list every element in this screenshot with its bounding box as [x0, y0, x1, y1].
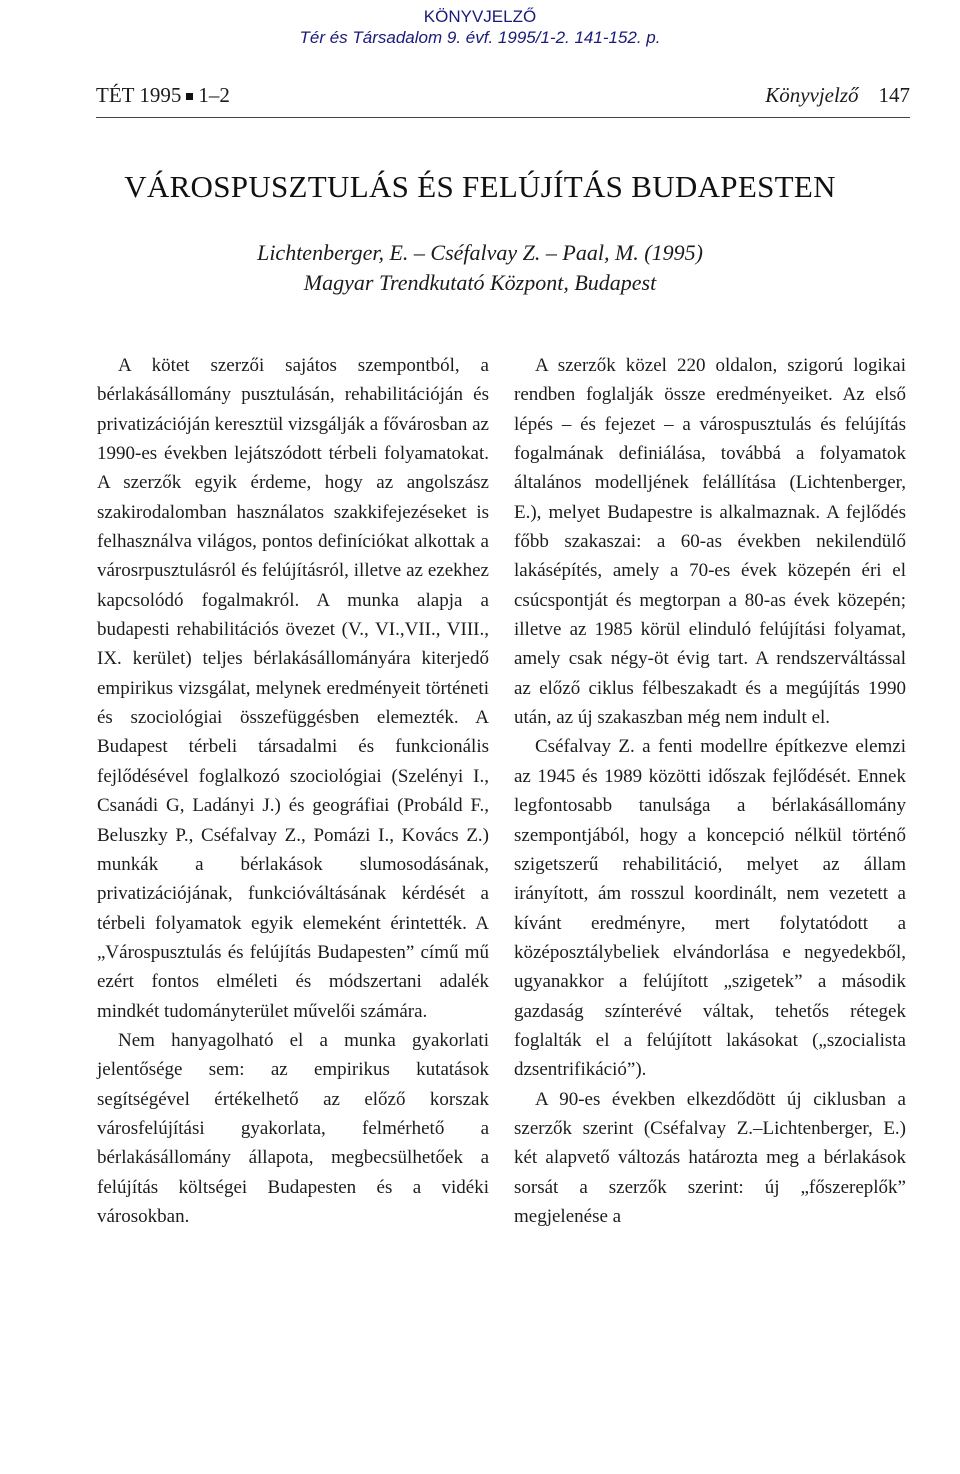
- running-header-left: [96, 83, 230, 108]
- banner-section-label: KÖNYVJELZŐ: [423, 7, 537, 26]
- issue-number: 1–2: [198, 83, 230, 107]
- banner-citation: Tér és Társadalom 9. évf. 1995/1-2. 141-152. p.: [299, 28, 661, 47]
- article-title: VÁROSPUSZTULÁS ÉS FELÚJÍTÁS BUDAPESTEN: [124, 169, 836, 204]
- bullet-square-icon: [186, 93, 193, 100]
- running-header-right: [765, 83, 910, 108]
- publisher-line: Magyar Trendkutató Központ, Budapest: [303, 270, 657, 295]
- page-number: 147: [878, 83, 910, 107]
- paragraph: Nem hanyagolható el a munka gyakorlati jelentősége sem: az empirikus kutatások segítségével értékelhető az előző korszak városfelújítási gyakorlata, felmérhető a bérlakásállomány állapota, megbecsülhetőek a felújítás költségei Budapesten és a vidéki városokban.: [97, 1029, 489, 1227]
- paragraph: A 90-es években elkezdődött új ciklusban a szerzők szerint (Cséfalvay Z.–Lichtenberger, E.) két alapvető változás határozta meg a bérlakások sorsát a szerzők szerint: új „főszereplők” megjelenése a: [514, 1088, 906, 1227]
- header-rule: [96, 117, 910, 118]
- right-column: [514, 351, 906, 1231]
- paragraph: Cséfalvay Z. a fenti modellre építkezve elemzi az 1945 és 1989 közötti időszak fejlődését. Ennek legfontosabb tanulsága a bérlakásállomány szempontjából, hogy a koncepció nélkül történő szigetszerű rehabilitáció, melyet az állam irányított, ám rosszul koordinált, nem vezetett a kívánt eredményre, mert folytatódott a középosztálybeliek elvándorlása e negyedekből, ugyanakkor a felújított „szigetek” a második gazdaság színterévé váltak, tehetős rétegek foglalták el a felújított lakásokat („szocialista dzsentrifikáció”).: [514, 736, 906, 1081]
- paragraph: A kötet szerzői sajátos szempontból, a bérlakásállomány pusztulásán, rehabilitációján és privatizációján keresztül vizsgálják a fővárosban az 1990-es években lejátszódott térbeli folyamatokat. A szerzők egyik érdeme, hogy az angolszász szakirodalomban használatos szakkifejezéseket is felhasználva világos, pontos definíciókat alkottak a városrpusztulásról és felújításról, illetve az ezekhez kapcsolódó fogalmakról. A munka alapja a budapesti rehabilitációs övezet (V., VI.,VII., VIII., IX. kerület) teljes bérlakásállományára kiterjedő empirikus vizsgálat, melynek eredményeit történeti és szociológiai összefüggésben elemezték. A Budapest térbeli társadalmi és funkcionális fejlődésével foglalkozó szociológiai (Szelényi I., Csanádi G, Ladányi J.) és geográfiai (Probáld F., Beluszky P., Cséfalvay Z., Pomázi I., Kovács Z.) munkák a bérlakások slumosodásának, privatizációjának, funkcióváltásának kérdését a térbeli folyamatok egyik elemeként érintették. A „Várospusztulás és felújítás Budapesten” című mű ezért fontos elméleti és módszertani adalék mindkét tudományterület művelői számára.: [97, 355, 489, 1022]
- section-name: Könyvjelző: [765, 83, 859, 107]
- journal-name: TÉT 1995: [96, 83, 182, 107]
- paragraph: A szerzők közel 220 oldalon, szigorú logikai rendben foglalják össze eredményeiket. Az első lépés – és fejezet – a várospusztulás és felújítás fogalmának definiálása, továbbá a folyamatok általános modelljének felállítása (Lichtenberger, E.), melyet Budapestre is alkalmaznak. A fejlődés főbb szakaszai: a 60-as években nekilendülő lakásépítés, amely a 70-es évek közepén éri el csúcspontját és megtorpan a 80-as évek közepén; illetve az 1985 körül elinduló felújítási folyamat, amely csak négy-öt évig tart. A rendszerváltással az előző ciklus félbeszakadt és a megújítás 1990 után, az új szakaszban még nem indult el.: [514, 355, 906, 729]
- left-column: [97, 351, 489, 1231]
- running-header: [96, 83, 910, 113]
- authors-line: Lichtenberger, E. – Cséfalvay Z. – Paal, M. (1995): [257, 240, 703, 265]
